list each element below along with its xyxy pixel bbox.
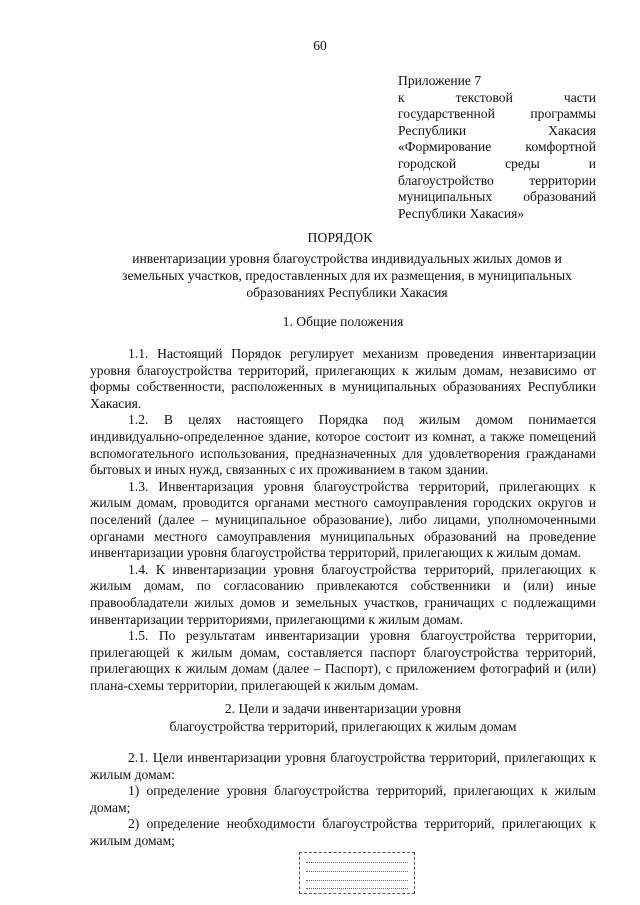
paragraph: 1) определение уровня благоустройства территорий, прилегающих к жилым домам; xyxy=(90,783,596,815)
page-number: 60 xyxy=(313,38,327,53)
paragraph: 1.1. Настоящий Порядок регулирует механизм проведения инвентаризации уровня благоустройства территорий, прилегающих к жилым домам, независимо от формы собственности, расположенных в муниципальных образованиях Республики Хакасия. xyxy=(90,346,596,411)
document-subtitle: инвентаризации уровня благоустройства индивидуальных жилых домов и земельных участков, предоставленных для их размещения, в муниципальных образованиях Республики Хакасия xyxy=(122,251,572,300)
section-1-heading: 1. Общие положения xyxy=(282,314,404,329)
appendix-line: городской среды и xyxy=(398,155,596,171)
section-2-heading xyxy=(90,700,596,735)
appendix-heading: Приложение 7 xyxy=(398,73,482,88)
appendix-line: государственной программы xyxy=(398,106,596,122)
registration-stamp xyxy=(299,852,415,894)
appendix-block xyxy=(398,73,596,222)
appendix-last-line: Республики Хакасия» xyxy=(398,205,525,221)
stamp-line xyxy=(306,880,408,884)
appendix-line: Республики Хакасия xyxy=(398,122,596,138)
stamp-line xyxy=(306,871,408,875)
stamp-line xyxy=(306,862,408,866)
paragraph: 1.3. Инвентаризация уровня благоустройства территорий, прилегающих к жилым домам, проводится органами местного самоуправления городских округов и поселений (далее – муниципальное образование), либо лицами, уполномоченными органами местного самоуправления муниципальных образований на проведение инвентаризации уровня благоустройства территорий, прилегающих к жилым домам. xyxy=(90,478,596,561)
paragraph: 1.4. К инвентаризации уровня благоустройства территорий, прилегающих к жилым домам, по согласованию привлекаются собственники и (или) иные правообладатели жилых домов и земельных участков, граничащих с подлежащими инвентаризации территориями, прилегающими к жилым домам. xyxy=(90,561,596,627)
paragraph: 1.2. В целях настоящего Порядка под жилым домом понимается индивидуально-определенное здание, которое состоит из комнат, а также помещений вспомогательного использования, предназначенных для удовлетворения гражданами бытовых и иных нужд, связанных с их проживанием в таком здании. xyxy=(90,412,596,478)
appendix-line: муниципальных образований xyxy=(398,189,596,205)
stamp-line xyxy=(306,888,408,892)
section-1-body xyxy=(90,346,596,694)
section-2-heading-line: 2. Цели и задачи инвентаризации уровня xyxy=(224,701,462,716)
appendix-line: «Формирование комфортной xyxy=(398,139,596,155)
paragraph: 2) определение необходимости благоустройства территорий, прилегающих к жилым домам; xyxy=(90,816,596,848)
paragraph: 1.5. По результатам инвентаризации уровня благоустройства территории, прилегающей к жилым домам, составляется паспорт благоустройства территорий, прилегающих к жилым домам (далее – Паспорт), с приложением фотографий и (или) плана-схемы территории, прилегающей к жилым домам. xyxy=(90,628,596,693)
appendix-line: к текстовой части xyxy=(398,89,596,105)
paragraph: 2.1. Цели инвентаризации уровня благоустройства территорий, прилегающих к жилым домам: xyxy=(90,750,596,782)
appendix-line: благоустройство территории xyxy=(398,172,596,188)
section-2-body xyxy=(90,750,596,850)
document-title: ПОРЯДОК xyxy=(307,230,373,245)
section-2-heading-line: благоустройства территорий, прилегающих к жилым домам xyxy=(169,718,517,734)
